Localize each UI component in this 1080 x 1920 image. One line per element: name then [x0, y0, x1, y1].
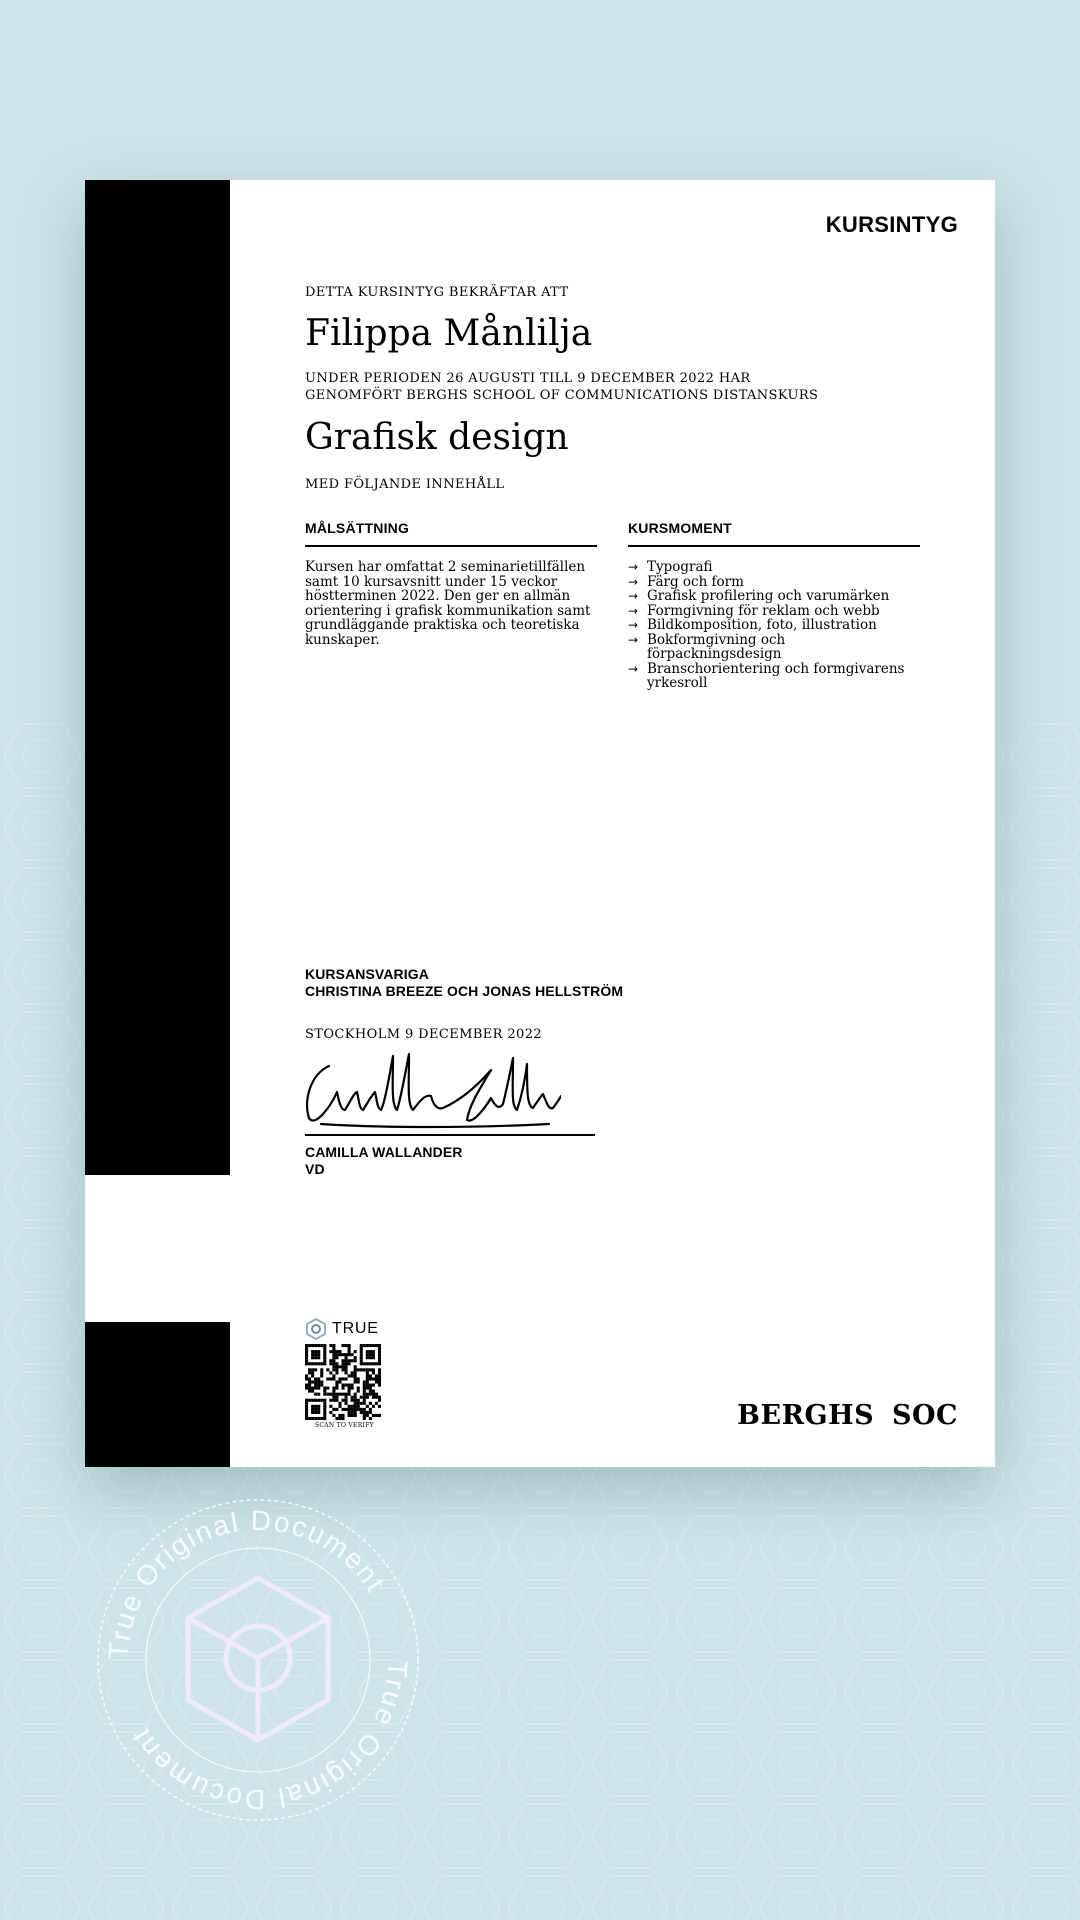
list-item: → Grafisk profilering och varumärken: [628, 589, 920, 604]
confirmation-text: DETTA KURSINTYG BEKRÄFTAR ATT: [305, 285, 569, 300]
qr-code[interactable]: [305, 1344, 381, 1420]
seal-hexagon-icon: [188, 1578, 328, 1740]
black-side-bar-bottom: [85, 1322, 230, 1467]
true-brand-label: TRUE: [332, 1320, 379, 1337]
period-line-1: UNDER PERIODEN 26 AUGUSTI TILL 9 DECEMBER 2022 HAR: [305, 371, 751, 386]
modules-column: [628, 520, 920, 691]
period-line-2: GENOMFÖRT BERGHS SCHOOL OF COMMUNICATIONS DISTANSKURS: [305, 388, 819, 403]
document-type-label: KURSINTYG: [825, 212, 958, 237]
goal-text: Kursen har omfattat 2 seminarietillfällen samt 10 kursavsnitt under 15 veckor höstterminen 2022. Den ger en allmän orientering i grafisk kommunikation samt grundläggande praktiska och teoretiska kunskaper.: [305, 559, 591, 648]
course-responsible: [305, 966, 623, 1000]
responsible-label: KURSANSVARIGA: [305, 966, 429, 982]
seal-text-2: True Original Document: [124, 1659, 414, 1816]
list-item: → Branschorientering och formgivarens yrkesroll: [628, 662, 920, 691]
course-name: Grafisk design: [305, 417, 569, 458]
goal-column: [305, 520, 597, 647]
modules-list-wrapper: [628, 560, 920, 691]
signature-line: [305, 1134, 595, 1136]
list-item: → Färg och form: [628, 575, 920, 590]
responsible-names: CHRISTINA BREEZE OCH JONAS HELLSTRÖM: [305, 983, 624, 999]
modules-list: [628, 560, 920, 691]
list-item: → Formgivning för reklam och webb: [628, 604, 920, 619]
true-brand: [305, 1318, 381, 1340]
signer-name: CAMILLA WALLANDER: [305, 1144, 463, 1160]
modules-heading: KURSMOMENT: [628, 520, 920, 547]
signer-title: VD: [305, 1161, 325, 1177]
true-logo-icon: [305, 1318, 327, 1340]
verification-block: [305, 1318, 381, 1429]
true-original-document-seal: [88, 1490, 428, 1830]
handwritten-signature: [301, 1048, 561, 1130]
scan-to-verify-text: SCAN TO VERIFY: [315, 1422, 374, 1429]
place-and-date: STOCKHOLM 9 DECEMBER 2022: [305, 1027, 543, 1042]
berghs-logo: BERGHS SOC: [737, 1400, 958, 1431]
certificate-card: [85, 180, 995, 1467]
list-item: → Typografi: [628, 560, 920, 575]
svg-text:True Original Document: [124, 1660, 413, 1816]
content-label: MED FÖLJANDE INNEHÅLL: [305, 477, 505, 492]
black-side-bar-top: [85, 180, 230, 1175]
list-item: → Bildkomposition, foto, illustration: [628, 618, 920, 633]
list-item: → Bokformgivning och förpackningsdesign: [628, 633, 920, 662]
recipient-name: Filippa Månlilja: [305, 313, 593, 354]
period-text: [305, 370, 945, 404]
seal-text-1: True Original Document: [102, 1504, 392, 1661]
goal-heading: MÅLSÄTTNING: [305, 520, 597, 547]
signer-block: [305, 1144, 463, 1178]
